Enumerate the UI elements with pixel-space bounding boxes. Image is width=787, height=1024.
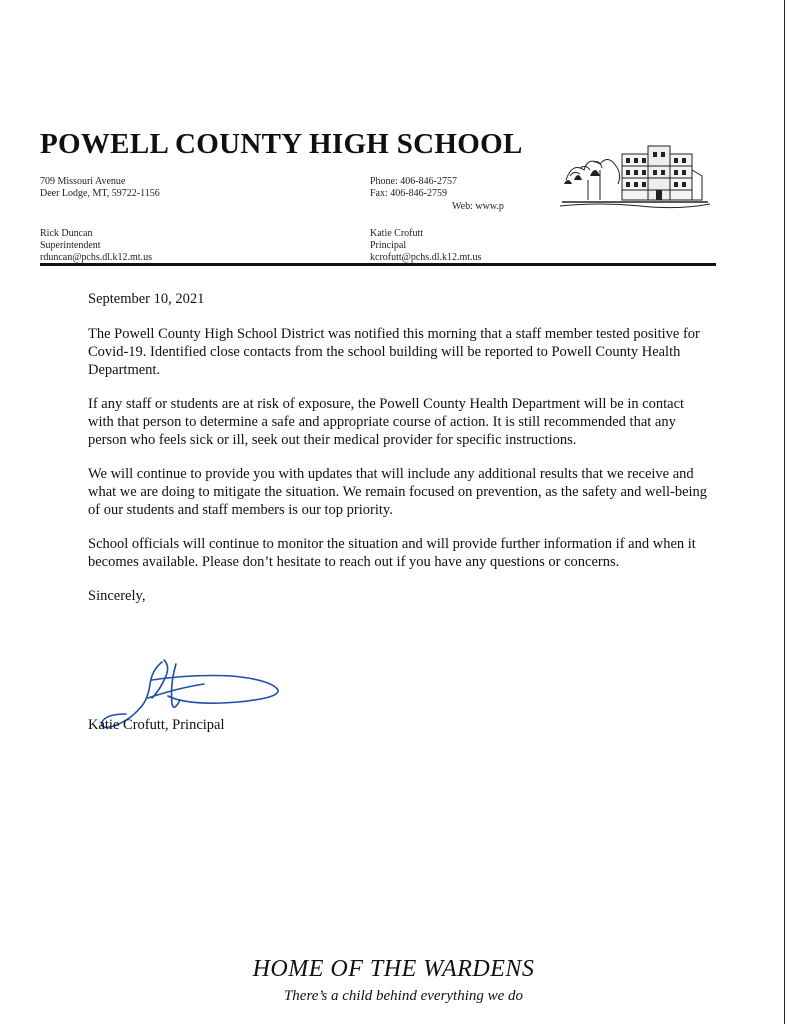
- website: Web: www.p: [452, 201, 504, 212]
- superintendent-title: Superintendent: [40, 240, 101, 251]
- superintendent-name: Rick Duncan: [40, 228, 93, 239]
- page-edge: [784, 0, 785, 1024]
- phone: Phone: 406-846-2757: [370, 176, 457, 187]
- school-contact: [370, 176, 457, 200]
- fax: Fax: 406-846-2759: [370, 188, 447, 199]
- principal-name: Katie Crofutt: [370, 228, 424, 239]
- school-name: POWELL COUNTY HIGH SCHOOL: [40, 128, 523, 160]
- address-line-1: 709 Missouri Avenue: [40, 176, 126, 187]
- principal-block: [370, 228, 481, 264]
- school-building-icon: [560, 140, 710, 217]
- letter-body: [88, 290, 708, 605]
- principal-title: Principal: [370, 240, 407, 251]
- header-rule: [40, 263, 716, 266]
- address-line-2: Deer Lodge, MT, 59722-1156: [40, 188, 160, 199]
- principal-email: kcrofutt@pchs.dl.k12.mt.us: [370, 252, 482, 263]
- paragraph-2: If any staff or students are at risk of exposure, the Powell County Health Department will be in contact with that person to determine a safe and appropriate course of action. It is still recommended that any person who feels sick or ill, seek out their medical provider for specific instructions.: [88, 396, 685, 448]
- superintendent-email: rduncan@pchs.dl.k12.mt.us: [40, 252, 152, 263]
- footer-tagline: There’s a child behind everything we do: [283, 988, 524, 1004]
- school-address: [40, 176, 160, 200]
- superintendent-block: [40, 228, 152, 264]
- paragraph-4: School officials will continue to monitor the situation and will provide further information if and when it becomes available. Please don’t hesitate to reach out if you have any questions or concerns.: [88, 536, 696, 570]
- letter-date: September 10, 2021: [88, 291, 205, 307]
- paragraph-3: We will continue to provide you with updates that will include any additional results that we receive and what we are doing to mitigate the situation. We remain focused on prevention, as the safety and well-being of our students and staff members is our top priority.: [88, 466, 708, 518]
- paragraph-1: The Powell County High School District was notified this morning that a staff member tested positive for Covid-19. Identified close contacts from the school building will be reported to Powell County Health Department.: [88, 326, 700, 378]
- closing: Sincerely,: [88, 588, 146, 604]
- signed-name: Katie Crofutt, Principal: [88, 717, 225, 733]
- footer-motto: HOME OF THE WARDENS: [252, 956, 535, 982]
